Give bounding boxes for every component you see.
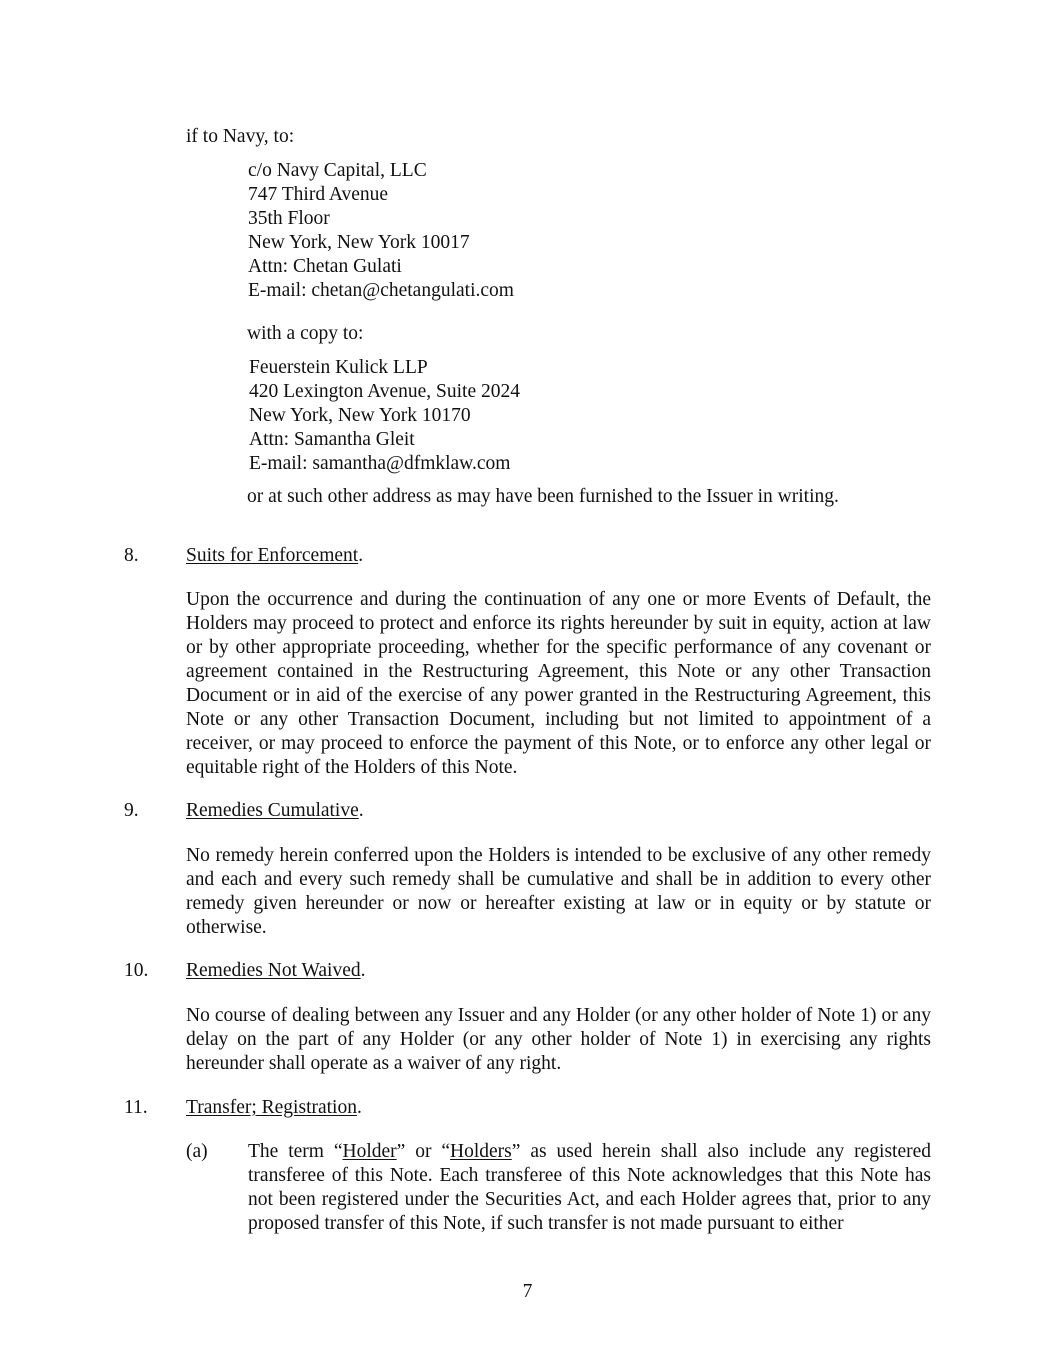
address-line: Feuerstein Kulick LLP bbox=[249, 357, 428, 378]
section-heading: Remedies Not Waived. bbox=[186, 960, 366, 981]
page-number: 7 bbox=[522, 1281, 533, 1302]
subsection-body bbox=[248, 1140, 931, 1236]
copy-address bbox=[249, 356, 520, 476]
heading-text: Remedies Cumulative bbox=[186, 800, 359, 821]
navy-address bbox=[248, 159, 514, 303]
address-line: 747 Third Avenue bbox=[248, 184, 389, 205]
address-line: New York, New York 10170 bbox=[249, 405, 471, 426]
address-line: E-mail: samantha@dfmklaw.com bbox=[249, 453, 511, 474]
heading-text: Transfer; Registration bbox=[186, 1097, 357, 1118]
heading-text: Remedies Not Waived bbox=[186, 960, 361, 981]
section-number: 10. bbox=[124, 960, 149, 981]
section-body: Upon the occurrence and during the continuation of any one or more Events of Default, the Holders may proceed to protect and enforce its rights hereunder by suit in equity, action at law or by other appropriate proceeding, whether for the specific performance of any covenant or agreement contained in the Restructuring Agreement, this Note or any other Transaction Document or in aid of the exercise of any power granted in the Restructuring Agreement, this Note or any other Transaction Document, including but not limited to appointment of a receiver, or may proceed to enforce the payment of this Note, or to enforce any other legal or equitable right of the Holders of this Note. bbox=[186, 589, 931, 778]
section-body: No course of dealing between any Issuer and any Holder (or any other holder of Note 1) or any delay on the part of any Holder (or any other holder of Note 1) in exercising any rights hereunder shall operate as a waiver of any right. bbox=[186, 1005, 931, 1074]
defined-term: Holder bbox=[342, 1141, 397, 1162]
subsection-label: (a) bbox=[186, 1141, 208, 1162]
notice-intro: if to Navy, to: bbox=[186, 126, 295, 147]
defined-term: Holders bbox=[450, 1141, 512, 1162]
text: The term “ bbox=[248, 1141, 343, 1162]
address-line: 35th Floor bbox=[248, 208, 330, 229]
address-line: New York, New York 10017 bbox=[248, 232, 470, 253]
section-number: 9. bbox=[124, 800, 139, 821]
heading-text: Suits for Enforcement bbox=[186, 545, 359, 566]
section-number: 11. bbox=[124, 1097, 148, 1118]
address-line: Attn: Chetan Gulati bbox=[248, 256, 402, 277]
text: ” or “ bbox=[396, 1141, 451, 1162]
section-heading: Suits for Enforcement. bbox=[186, 545, 364, 566]
section-heading: Remedies Cumulative. bbox=[186, 800, 364, 821]
section-heading: Transfer; Registration. bbox=[186, 1097, 362, 1118]
address-line: 420 Lexington Avenue, Suite 2024 bbox=[249, 381, 520, 402]
address-line: E-mail: chetan@chetangulati.com bbox=[248, 280, 514, 301]
address-line: Attn: Samantha Gleit bbox=[249, 429, 415, 450]
notice-closing: or at such other address as may have been furnished to the Issuer in writing. bbox=[247, 486, 839, 507]
section-body: No remedy herein conferred upon the Holders is intended to be exclusive of any other remedy and each and every such remedy shall be cumulative and shall be in addition to every other remedy given hereunder or now or hereafter existing at law or in equity or by statute or otherwise. bbox=[186, 845, 931, 938]
section-number: 8. bbox=[124, 545, 139, 566]
text: ” as used herein shall also include any registered transferee of this Note. Each transferee of this Note acknowledges that this Note has not been registered under the Securities Act, and each Holder agrees that, prior to any proposed transfer of this Note, if such transfer is not made pursuant to either bbox=[248, 1141, 931, 1234]
copy-intro: with a copy to: bbox=[247, 323, 364, 344]
address-line: c/o Navy Capital, LLC bbox=[248, 160, 427, 181]
